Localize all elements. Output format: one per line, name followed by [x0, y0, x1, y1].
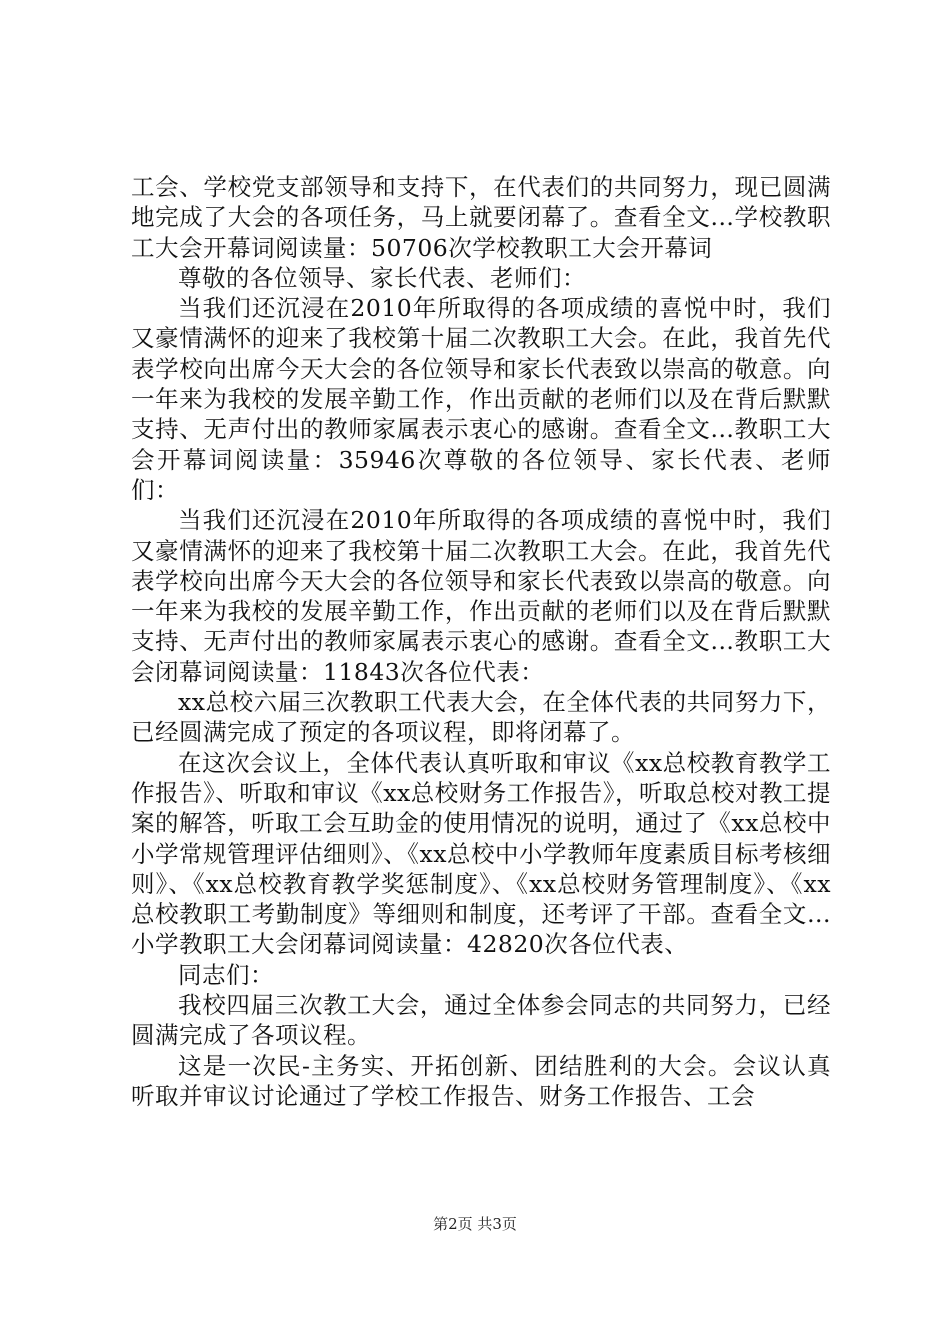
paragraph: xx总校六届三次教职工代表大会，在全体代表的共同努力下，已经圆满完成了预定的各项议程，即将闭幕了。	[131, 688, 831, 747]
page-number-footer: 第2页 共3页	[433, 1215, 517, 1233]
paragraph: 这是一次民-主务实、开拓创新、团结胜利的大会。会议认真听取并审议讨论通过了学校工作报告、财务工作报告、工会	[131, 1051, 831, 1110]
paragraph: 工会、学校党支部领导和支持下，在代表们的共同努力，现已圆满地完成了大会的各项任务，马上就要闭幕了。查看全文...学校教职工大会开幕词阅读量：50706次学校教职工大会开幕词	[131, 173, 831, 262]
paragraph: 在这次会议上，全体代表认真听取和审议《xx总校教育教学工作报告》、听取和审议《xx总校财务工作报告》，听取总校对教工提案的解答，听取工会互助金的使用情况的说明，通过了《xx总校中小学常规管理评估细则》、《xx总校中小学教师年度素质目标考核细则》、《xx总校教育教学奖惩制度》、《xx总校财务管理制度》、《xx总校教职工考勤制度》等细则和制度，还考评了干部。查看全文...小学教职工大会闭幕词阅读量：42820次各位代表、	[131, 748, 832, 959]
document-body	[131, 172, 831, 1111]
paragraph: 同志们：	[178, 960, 274, 989]
paragraph: 当我们还沉浸在2010年所取得的各项成绩的喜悦中时，我们又豪情满怀的迎来了我校第十届二次教职工大会。在此，我首先代表学校向出席今天大会的各位领导和家长代表致以崇高的敬意。向一年来为我校的发展辛勤工作，作出贡献的老师们以及在背后默默支持、无声付出的教师家属表示衷心的感谢。查看全文...教职工大会开幕词阅读量：35946次尊敬的各位领导、家长代表、老师们：	[131, 294, 831, 504]
paragraph: 我校四届三次教工大会，通过全体参会同志的共同努力，已经圆满完成了各项议程。	[131, 991, 831, 1050]
paragraph: 当我们还沉浸在2010年所取得的各项成绩的喜悦中时，我们又豪情满怀的迎来了我校第十届二次教职工大会。在此，我首先代表学校向出席今天大会的各位领导和家长代表致以崇高的敬意。向一年来为我校的发展辛勤工作，作出贡献的老师们以及在背后默默支持、无声付出的教师家属表示衷心的感谢。查看全文...教职工大会闭幕词阅读量：11843次各位代表：	[131, 506, 831, 686]
paragraph: 尊敬的各位领导、家长代表、老师们：	[178, 263, 586, 292]
